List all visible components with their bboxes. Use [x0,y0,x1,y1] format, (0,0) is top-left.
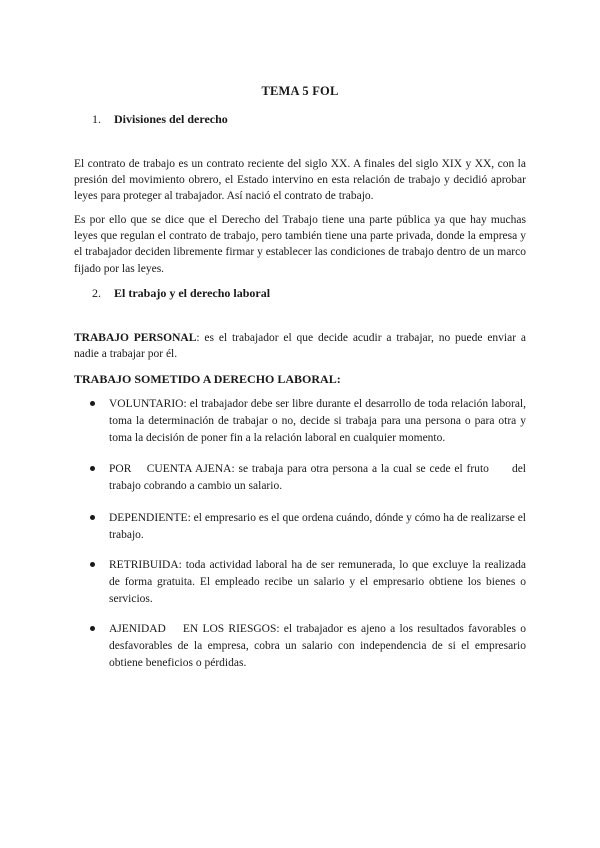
trabajo-personal-term: TRABAJO PERSONAL [74,332,197,344]
bullet-text: AJENIDAD EN LOS RIESGOS: el trabajador es ajeno a los resultados favorables o desfavorables de la empresa, cobra un salario con independencia de si el empresario obtiene beneficios o pérdidas. [109,623,529,669]
section-title-2: El trabajo y el derecho laboral [114,286,271,300]
section-heading-1 [92,112,228,127]
document-title: TEMA 5 FOL [261,84,339,98]
paragraph-contrato: El contrato de trabajo es un contrato reciente del siglo XX. A finales del siglo XIX y XX, con la presión del movimiento obrero, el Estado intervino en esta relación de trabajo y decidió aprobar leyes para proteger al trabajador. Así nació el contrato de trabajo. [74,158,526,203]
bullet-text: POR CUENTA AJENA: se trabaja para otra persona a la cual se cede el fruto del trabajo cobrando a cambio un salario. [109,463,529,492]
bullet-voluntario [90,396,526,446]
bullet-dot-icon [90,466,95,471]
trabajo-personal-text: : es el trabajador el que decide acudir a trabajar, no puede enviar a nadie a trabajar por él. [74,332,526,361]
subheading-derecho-laboral: TRABAJO SOMETIDO A DERECHO LABORAL: [74,372,341,386]
section-heading-2 [92,286,270,301]
paragraph-derecho-trabajo: Es por ello que se dice que el Derecho del Trabajo tiene una parte pública ya que hay muchas leyes que regulan el contrato de trabajo, pero también tiene una parte privada, donde la empresa y el trabajador deciden libremente firmar y establecer las condiciones de trabajo dentro de un marco fijado por las leyes. [74,214,526,275]
bullet-dot-icon [90,515,95,520]
bullet-text: VOLUNTARIO: el trabajador debe ser libre durante el desarrollo de toda relación laboral, toma la determinación de trabajar o no, decide si trabaja para una persona o para otra y toma la decisión de poner fin a la relación laboral en cualquier momento. [109,398,526,444]
section-title-1: Divisiones del derecho [114,112,228,126]
bullet-dot-icon [90,401,95,406]
bullet-text: RETRIBUIDA: toda actividad laboral ha de ser remunerada, lo que excluye la realizada de forma gratuita. El empleado recibe un salario y el empresario obtiene los bienes o servicios. [109,559,526,605]
section-number-2: 2. [92,286,101,300]
bullet-cuenta-ajena [90,461,529,495]
bullet-ajenidad [90,621,529,671]
section-number-1: 1. [92,112,101,126]
paragraph-trabajo-personal [74,330,526,362]
bullet-retribuida [90,557,526,607]
bullet-text: DEPENDIENTE: el empresario es el que ordena cuándo, dónde y cómo ha de realizarse el trabajo. [109,512,526,541]
bullet-dot-icon [90,562,95,567]
bullet-dependiente [90,510,526,544]
bullet-dot-icon [90,626,95,631]
